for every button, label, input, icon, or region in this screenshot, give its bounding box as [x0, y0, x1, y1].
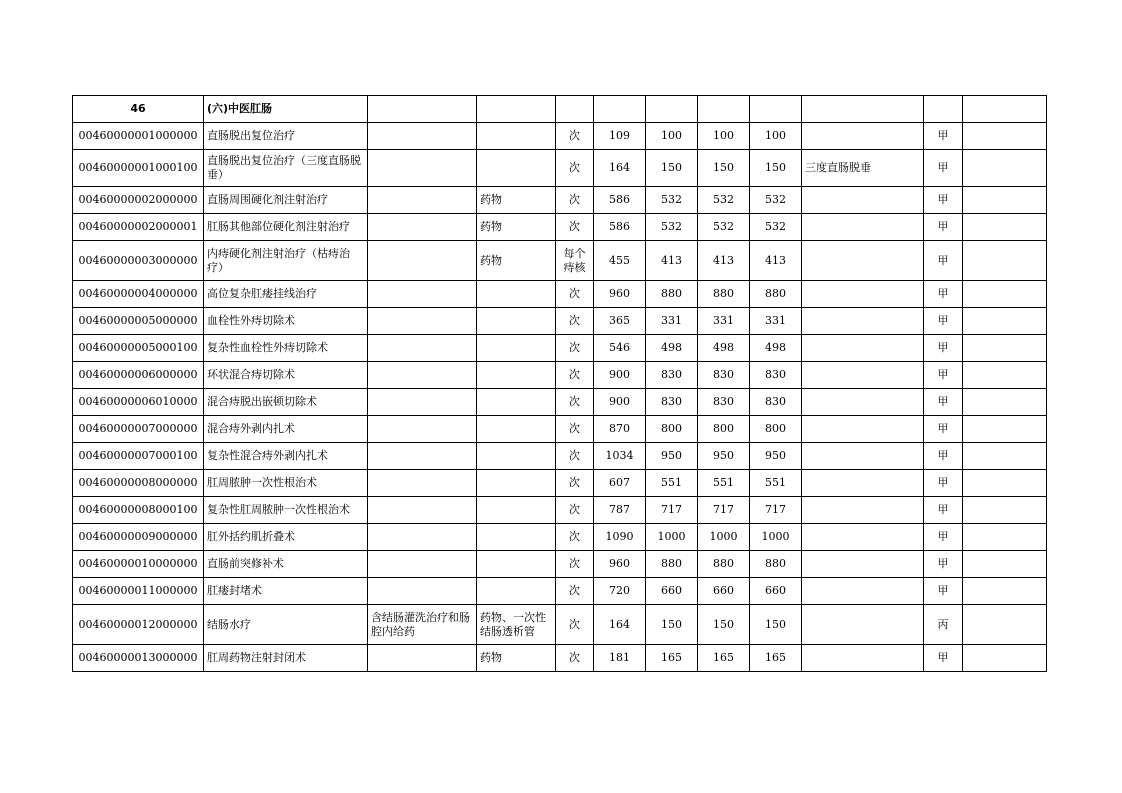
- item-extra: [963, 214, 1047, 241]
- item-unit: 次: [556, 308, 594, 335]
- table-body: [73, 96, 1047, 672]
- item-content: [368, 335, 477, 362]
- price-2: 1000: [646, 524, 698, 551]
- table-row: [73, 150, 1047, 187]
- item-note: [802, 551, 924, 578]
- table-row: [73, 241, 1047, 281]
- price-3: 830: [698, 389, 750, 416]
- item-code: 00460000003000000: [73, 241, 204, 281]
- item-content: [368, 362, 477, 389]
- item-excluded: [477, 578, 556, 605]
- price-2: 532: [646, 214, 698, 241]
- price-2: 830: [646, 362, 698, 389]
- item-grade: 甲: [924, 470, 963, 497]
- item-code: 00460000001000000: [73, 123, 204, 150]
- item-code: 00460000002000001: [73, 214, 204, 241]
- item-unit: 次: [556, 645, 594, 672]
- item-excluded: [477, 362, 556, 389]
- price-4: 165: [750, 645, 802, 672]
- item-note: [802, 645, 924, 672]
- price-4: 150: [750, 150, 802, 187]
- table-row: [73, 123, 1047, 150]
- item-extra: [963, 308, 1047, 335]
- table-row: [73, 551, 1047, 578]
- price-2: 717: [646, 497, 698, 524]
- item-unit: 次: [556, 470, 594, 497]
- item-unit: 次: [556, 281, 594, 308]
- price-4: 532: [750, 187, 802, 214]
- price-1: 586: [594, 214, 646, 241]
- item-excluded: [477, 335, 556, 362]
- table-row: [73, 497, 1047, 524]
- item-excluded: [477, 123, 556, 150]
- item-unit: 次: [556, 578, 594, 605]
- item-code: 00460000005000100: [73, 335, 204, 362]
- item-note: [802, 470, 924, 497]
- item-extra: [963, 524, 1047, 551]
- price-1: 900: [594, 389, 646, 416]
- item-grade: 甲: [924, 578, 963, 605]
- item-code: 00460000008000100: [73, 497, 204, 524]
- item-excluded: 药物: [477, 645, 556, 672]
- item-name: 直肠前突修补术: [204, 551, 368, 578]
- price-4: 100: [750, 123, 802, 150]
- item-unit: 次: [556, 214, 594, 241]
- item-note: [802, 605, 924, 645]
- item-grade: 甲: [924, 416, 963, 443]
- empty-cell: [556, 96, 594, 123]
- fee-table: [72, 95, 1047, 672]
- item-excluded: [477, 470, 556, 497]
- price-3: 532: [698, 187, 750, 214]
- item-note: [802, 187, 924, 214]
- price-1: 365: [594, 308, 646, 335]
- item-content: [368, 123, 477, 150]
- item-name: 直肠脱出复位治疗（三度直肠脱垂）: [204, 150, 368, 187]
- item-note: [802, 578, 924, 605]
- price-1: 607: [594, 470, 646, 497]
- table-row: [73, 524, 1047, 551]
- item-note: [802, 214, 924, 241]
- price-3: 150: [698, 150, 750, 187]
- item-content: [368, 241, 477, 281]
- price-3: 532: [698, 214, 750, 241]
- item-unit: 次: [556, 416, 594, 443]
- item-grade: 甲: [924, 524, 963, 551]
- item-note: 三度直肠脱垂: [802, 150, 924, 187]
- price-2: 532: [646, 187, 698, 214]
- price-3: 100: [698, 123, 750, 150]
- item-grade: 甲: [924, 187, 963, 214]
- price-4: 880: [750, 551, 802, 578]
- item-excluded: 药物: [477, 187, 556, 214]
- item-extra: [963, 605, 1047, 645]
- item-code: 00460000002000000: [73, 187, 204, 214]
- item-grade: 甲: [924, 443, 963, 470]
- item-name: 混合痔外剥内扎术: [204, 416, 368, 443]
- price-1: 164: [594, 605, 646, 645]
- item-grade: 甲: [924, 551, 963, 578]
- item-code: 00460000006000000: [73, 362, 204, 389]
- item-content: [368, 214, 477, 241]
- item-name: 内痔硬化剂注射治疗（枯痔治疗）: [204, 241, 368, 281]
- item-grade: 甲: [924, 389, 963, 416]
- item-extra: [963, 150, 1047, 187]
- price-3: 717: [698, 497, 750, 524]
- table-row: [73, 578, 1047, 605]
- item-extra: [963, 123, 1047, 150]
- item-name: 肛肠其他部位硬化剂注射治疗: [204, 214, 368, 241]
- price-1: 586: [594, 187, 646, 214]
- item-note: [802, 281, 924, 308]
- item-excluded: [477, 389, 556, 416]
- price-3: 830: [698, 362, 750, 389]
- table-row: [73, 308, 1047, 335]
- price-3: 165: [698, 645, 750, 672]
- item-content: [368, 551, 477, 578]
- empty-cell: [594, 96, 646, 123]
- price-4: 1000: [750, 524, 802, 551]
- item-name: 混合痔脱出嵌顿切除术: [204, 389, 368, 416]
- item-code: 00460000006010000: [73, 389, 204, 416]
- table-row: [73, 645, 1047, 672]
- item-unit: 次: [556, 389, 594, 416]
- table-row: [73, 443, 1047, 470]
- price-4: 830: [750, 389, 802, 416]
- price-4: 498: [750, 335, 802, 362]
- item-code: 00460000007000000: [73, 416, 204, 443]
- price-2: 165: [646, 645, 698, 672]
- price-3: 150: [698, 605, 750, 645]
- item-grade: 甲: [924, 497, 963, 524]
- item-content: [368, 443, 477, 470]
- item-content: [368, 308, 477, 335]
- item-extra: [963, 362, 1047, 389]
- price-4: 532: [750, 214, 802, 241]
- item-excluded: [477, 308, 556, 335]
- price-1: 900: [594, 362, 646, 389]
- price-2: 498: [646, 335, 698, 362]
- price-2: 880: [646, 551, 698, 578]
- item-extra: [963, 470, 1047, 497]
- item-extra: [963, 551, 1047, 578]
- price-1: 787: [594, 497, 646, 524]
- item-note: [802, 497, 924, 524]
- empty-cell: [750, 96, 802, 123]
- empty-cell: [368, 96, 477, 123]
- item-unit: 次: [556, 123, 594, 150]
- price-4: 717: [750, 497, 802, 524]
- item-name: 复杂性肛周脓肿一次性根治术: [204, 497, 368, 524]
- item-excluded: [477, 281, 556, 308]
- item-extra: [963, 241, 1047, 281]
- item-content: [368, 524, 477, 551]
- section-code: 46: [73, 96, 204, 123]
- item-content: [368, 578, 477, 605]
- price-1: 870: [594, 416, 646, 443]
- table-row: [73, 470, 1047, 497]
- item-unit: 次: [556, 497, 594, 524]
- item-excluded: 药物: [477, 214, 556, 241]
- item-code: 00460000005000000: [73, 308, 204, 335]
- empty-cell: [963, 96, 1047, 123]
- price-1: 109: [594, 123, 646, 150]
- price-3: 660: [698, 578, 750, 605]
- item-extra: [963, 443, 1047, 470]
- item-extra: [963, 335, 1047, 362]
- item-extra: [963, 187, 1047, 214]
- item-unit: 次: [556, 362, 594, 389]
- price-1: 1034: [594, 443, 646, 470]
- item-name: 复杂性血栓性外痔切除术: [204, 335, 368, 362]
- price-4: 880: [750, 281, 802, 308]
- empty-cell: [646, 96, 698, 123]
- item-code: 00460000013000000: [73, 645, 204, 672]
- price-4: 660: [750, 578, 802, 605]
- item-name: 肛外括约肌折叠术: [204, 524, 368, 551]
- item-excluded: [477, 497, 556, 524]
- item-excluded: 药物: [477, 241, 556, 281]
- item-unit: 次: [556, 605, 594, 645]
- item-name: 环状混合痔切除术: [204, 362, 368, 389]
- price-1: 1090: [594, 524, 646, 551]
- section-title: (六)中医肛肠: [204, 96, 368, 123]
- empty-cell: [477, 96, 556, 123]
- item-code: 00460000001000100: [73, 150, 204, 187]
- item-excluded: [477, 150, 556, 187]
- price-3: 1000: [698, 524, 750, 551]
- item-name: 血栓性外痔切除术: [204, 308, 368, 335]
- item-name: 直肠周围硬化剂注射治疗: [204, 187, 368, 214]
- item-code: 00460000010000000: [73, 551, 204, 578]
- price-2: 880: [646, 281, 698, 308]
- item-unit: 次: [556, 443, 594, 470]
- item-code: 00460000009000000: [73, 524, 204, 551]
- item-content: [368, 645, 477, 672]
- item-content: [368, 497, 477, 524]
- price-1: 960: [594, 281, 646, 308]
- price-1: 546: [594, 335, 646, 362]
- table-row: [73, 389, 1047, 416]
- item-content: [368, 389, 477, 416]
- item-grade: 甲: [924, 645, 963, 672]
- table-row: [73, 335, 1047, 362]
- table-row: [73, 187, 1047, 214]
- item-grade: 甲: [924, 123, 963, 150]
- item-unit: 每个痔核: [556, 241, 594, 281]
- price-4: 413: [750, 241, 802, 281]
- item-unit: 次: [556, 524, 594, 551]
- item-extra: [963, 645, 1047, 672]
- price-2: 551: [646, 470, 698, 497]
- price-4: 830: [750, 362, 802, 389]
- price-4: 551: [750, 470, 802, 497]
- table-row: [73, 416, 1047, 443]
- price-2: 150: [646, 605, 698, 645]
- item-unit: 次: [556, 551, 594, 578]
- item-excluded: [477, 524, 556, 551]
- price-3: 950: [698, 443, 750, 470]
- item-excluded: [477, 416, 556, 443]
- item-note: [802, 362, 924, 389]
- item-note: [802, 389, 924, 416]
- item-excluded: 药物、一次性结肠透析管: [477, 605, 556, 645]
- item-note: [802, 308, 924, 335]
- item-grade: 甲: [924, 150, 963, 187]
- item-note: [802, 443, 924, 470]
- price-2: 830: [646, 389, 698, 416]
- item-name: 肛瘘封堵术: [204, 578, 368, 605]
- item-name: 肛周药物注射封闭术: [204, 645, 368, 672]
- empty-cell: [802, 96, 924, 123]
- item-note: [802, 123, 924, 150]
- price-4: 331: [750, 308, 802, 335]
- item-grade: 甲: [924, 281, 963, 308]
- item-grade: 丙: [924, 605, 963, 645]
- item-note: [802, 241, 924, 281]
- table-row: [73, 362, 1047, 389]
- price-2: 150: [646, 150, 698, 187]
- price-2: 800: [646, 416, 698, 443]
- item-grade: 甲: [924, 308, 963, 335]
- item-note: [802, 416, 924, 443]
- price-2: 100: [646, 123, 698, 150]
- item-code: 00460000008000000: [73, 470, 204, 497]
- item-extra: [963, 416, 1047, 443]
- item-excluded: [477, 551, 556, 578]
- item-unit: 次: [556, 187, 594, 214]
- item-note: [802, 335, 924, 362]
- price-2: 413: [646, 241, 698, 281]
- item-content: [368, 187, 477, 214]
- table-row: [73, 214, 1047, 241]
- item-content: [368, 150, 477, 187]
- price-3: 498: [698, 335, 750, 362]
- item-extra: [963, 281, 1047, 308]
- item-name: 肛周脓肿一次性根治术: [204, 470, 368, 497]
- item-unit: 次: [556, 335, 594, 362]
- table-row: [73, 281, 1047, 308]
- empty-cell: [924, 96, 963, 123]
- item-content: [368, 281, 477, 308]
- price-1: 455: [594, 241, 646, 281]
- table-row: [73, 605, 1047, 645]
- price-4: 150: [750, 605, 802, 645]
- item-code: 00460000007000100: [73, 443, 204, 470]
- price-3: 880: [698, 551, 750, 578]
- price-3: 551: [698, 470, 750, 497]
- price-1: 720: [594, 578, 646, 605]
- item-excluded: [477, 443, 556, 470]
- item-content: 含结肠灌洗治疗和肠腔内给药: [368, 605, 477, 645]
- item-grade: 甲: [924, 241, 963, 281]
- item-name: 高位复杂肛瘘挂线治疗: [204, 281, 368, 308]
- price-2: 660: [646, 578, 698, 605]
- price-2: 331: [646, 308, 698, 335]
- item-extra: [963, 389, 1047, 416]
- price-2: 950: [646, 443, 698, 470]
- item-extra: [963, 578, 1047, 605]
- price-4: 800: [750, 416, 802, 443]
- price-1: 181: [594, 645, 646, 672]
- price-1: 960: [594, 551, 646, 578]
- price-1: 164: [594, 150, 646, 187]
- item-content: [368, 470, 477, 497]
- item-unit: 次: [556, 150, 594, 187]
- item-grade: 甲: [924, 214, 963, 241]
- item-extra: [963, 497, 1047, 524]
- item-code: 00460000011000000: [73, 578, 204, 605]
- price-3: 800: [698, 416, 750, 443]
- item-name: 直肠脱出复位治疗: [204, 123, 368, 150]
- price-3: 413: [698, 241, 750, 281]
- item-grade: 甲: [924, 362, 963, 389]
- item-name: 复杂性混合痔外剥内扎术: [204, 443, 368, 470]
- item-code: 00460000012000000: [73, 605, 204, 645]
- item-note: [802, 524, 924, 551]
- item-name: 结肠水疗: [204, 605, 368, 645]
- item-content: [368, 416, 477, 443]
- section-header-row: [73, 96, 1047, 123]
- item-code: 00460000004000000: [73, 281, 204, 308]
- price-4: 950: [750, 443, 802, 470]
- price-3: 331: [698, 308, 750, 335]
- price-3: 880: [698, 281, 750, 308]
- item-grade: 甲: [924, 335, 963, 362]
- empty-cell: [698, 96, 750, 123]
